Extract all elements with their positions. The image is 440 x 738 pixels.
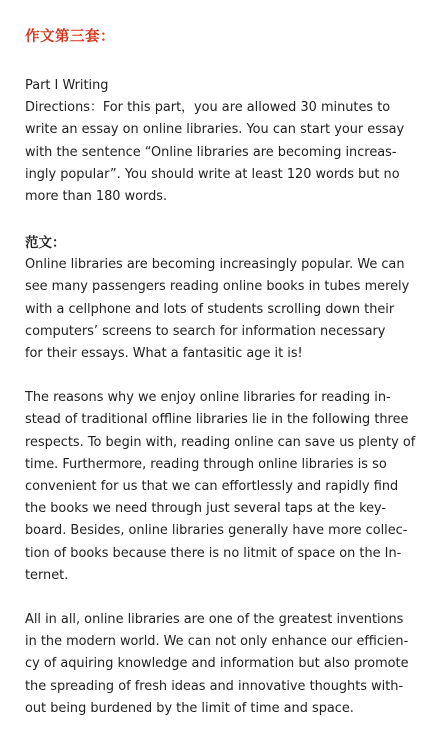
text-line: ternet. bbox=[25, 567, 69, 583]
text-line: write an essay on online libraries. You can start your essay bbox=[25, 122, 405, 138]
paragraph-2 bbox=[25, 387, 422, 587]
text-line: for their essays. What a fantasitic age it is! bbox=[25, 346, 303, 362]
directions-line bbox=[25, 164, 422, 186]
text-line: Online libraries are becoming increasingly popular. We can bbox=[25, 257, 405, 273]
paragraph-1 bbox=[25, 254, 422, 365]
text-line: tion of books because there is no litmit of space on the In- bbox=[25, 545, 402, 561]
text-line: with the sentence “Online libraries are becoming increas- bbox=[25, 144, 397, 160]
text-line: computers’ screens to search for information necessary bbox=[25, 323, 386, 339]
writing-prompt bbox=[25, 75, 422, 208]
part-heading: Part I Writing bbox=[25, 78, 109, 93]
text-line: the spreading of fresh ideas and innovative thoughts with- bbox=[25, 678, 404, 694]
text-line: see many passengers reading online books in tubes merely bbox=[25, 279, 410, 295]
directions-line bbox=[25, 97, 422, 119]
text-line: board. Besides, online libraries generally have more collec- bbox=[25, 523, 408, 539]
text-line: All in all, online libraries are one of the greatest inventions bbox=[25, 612, 404, 628]
text-line: Directions：For this part，you are allowed 30 minutes to bbox=[25, 100, 391, 116]
directions-line: more than 180 words. bbox=[25, 189, 168, 205]
text-line: ingly popular”. You should write at least 120 words but no bbox=[25, 166, 400, 182]
text-line: stead of traditional offline libraries lie in the following three bbox=[25, 412, 409, 428]
model-essay-label: 范文： bbox=[25, 235, 66, 252]
text-line: convenient for us that we can effortlessly and rapidly find bbox=[25, 479, 399, 495]
text-line: out being burdened by the limit of time and space. bbox=[25, 700, 354, 716]
text-line: with a cellphone and lots of students scrolling down their bbox=[25, 301, 395, 317]
text-line: the books we need through just several taps at the key- bbox=[25, 501, 387, 517]
text-line: cy of aquiring knowledge and information but also promote bbox=[25, 656, 409, 672]
text-line: respects. To begin with, reading online can save us plenty of bbox=[25, 434, 416, 450]
text-line: in the modern world. We can not only enhance our efficien- bbox=[25, 634, 409, 650]
directions-line bbox=[25, 142, 422, 164]
directions-line bbox=[25, 119, 422, 141]
text-line: time. Furthermore, reading through online libraries is so bbox=[25, 456, 387, 472]
text-line: The reasons why we enjoy online libraries for reading in- bbox=[25, 390, 391, 406]
paragraph-3 bbox=[25, 609, 422, 720]
essay-set-title: 作文第三套： bbox=[25, 29, 115, 45]
